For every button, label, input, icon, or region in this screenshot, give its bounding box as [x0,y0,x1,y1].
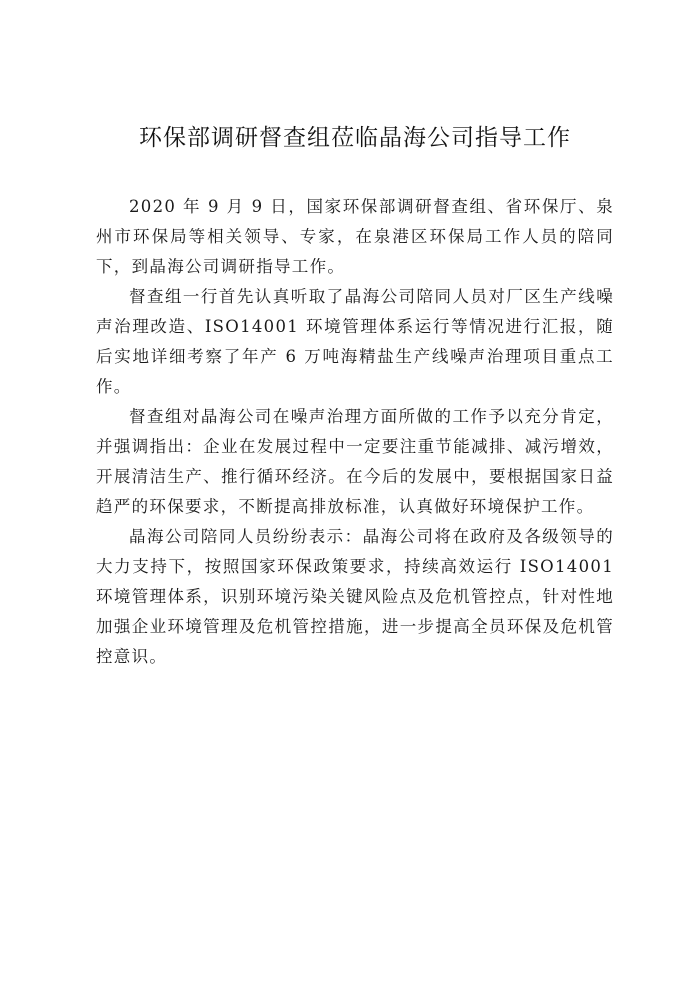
paragraph-visit-intro: 2020 年 9 月 9 日，国家环保部调研督查组、省环保厅、泉州市环保局等相关领导、专家，在泉港区环保局工作人员的陪同下，到晶海公司调研指导工作。 [96,197,614,276]
paragraph-inspection-feedback: 督查组对晶海公司在噪声治理方面所做的工作予以充分肯定，并强调指出：企业在发展过程中一定要注重节能减排、减污增效，开展清洁生产、推行循环经济。在今后的发展中，要根据国家日益趋严的环保要求，不断提高排放标准，认真做好环境保护工作。 [96,407,614,516]
document-title: 环保部调研督查组莅临晶海公司指导工作 [139,125,571,151]
paragraph-company-response: 晶海公司陪同人员纷纷表示：晶海公司将在政府及各级领导的大力支持下，按照国家环保政策要求，持续高效运行 ISO14001 环境管理体系，识别环境污染关键风险点及危机管控点，针对性地加强企业环境管理及危机管控措施，进一步提高全员环保及危机管控意识。 [96,527,614,666]
document-body [96,192,614,672]
paragraph-inspection-report: 督查组一行首先认真听取了晶海公司陪同人员对厂区生产线噪声治理改造、ISO14001 环境管理体系运行等情况进行汇报，随后实地详细考察了年产 6 万吨海精盐生产线噪声治理项目重点工作。 [96,287,614,396]
